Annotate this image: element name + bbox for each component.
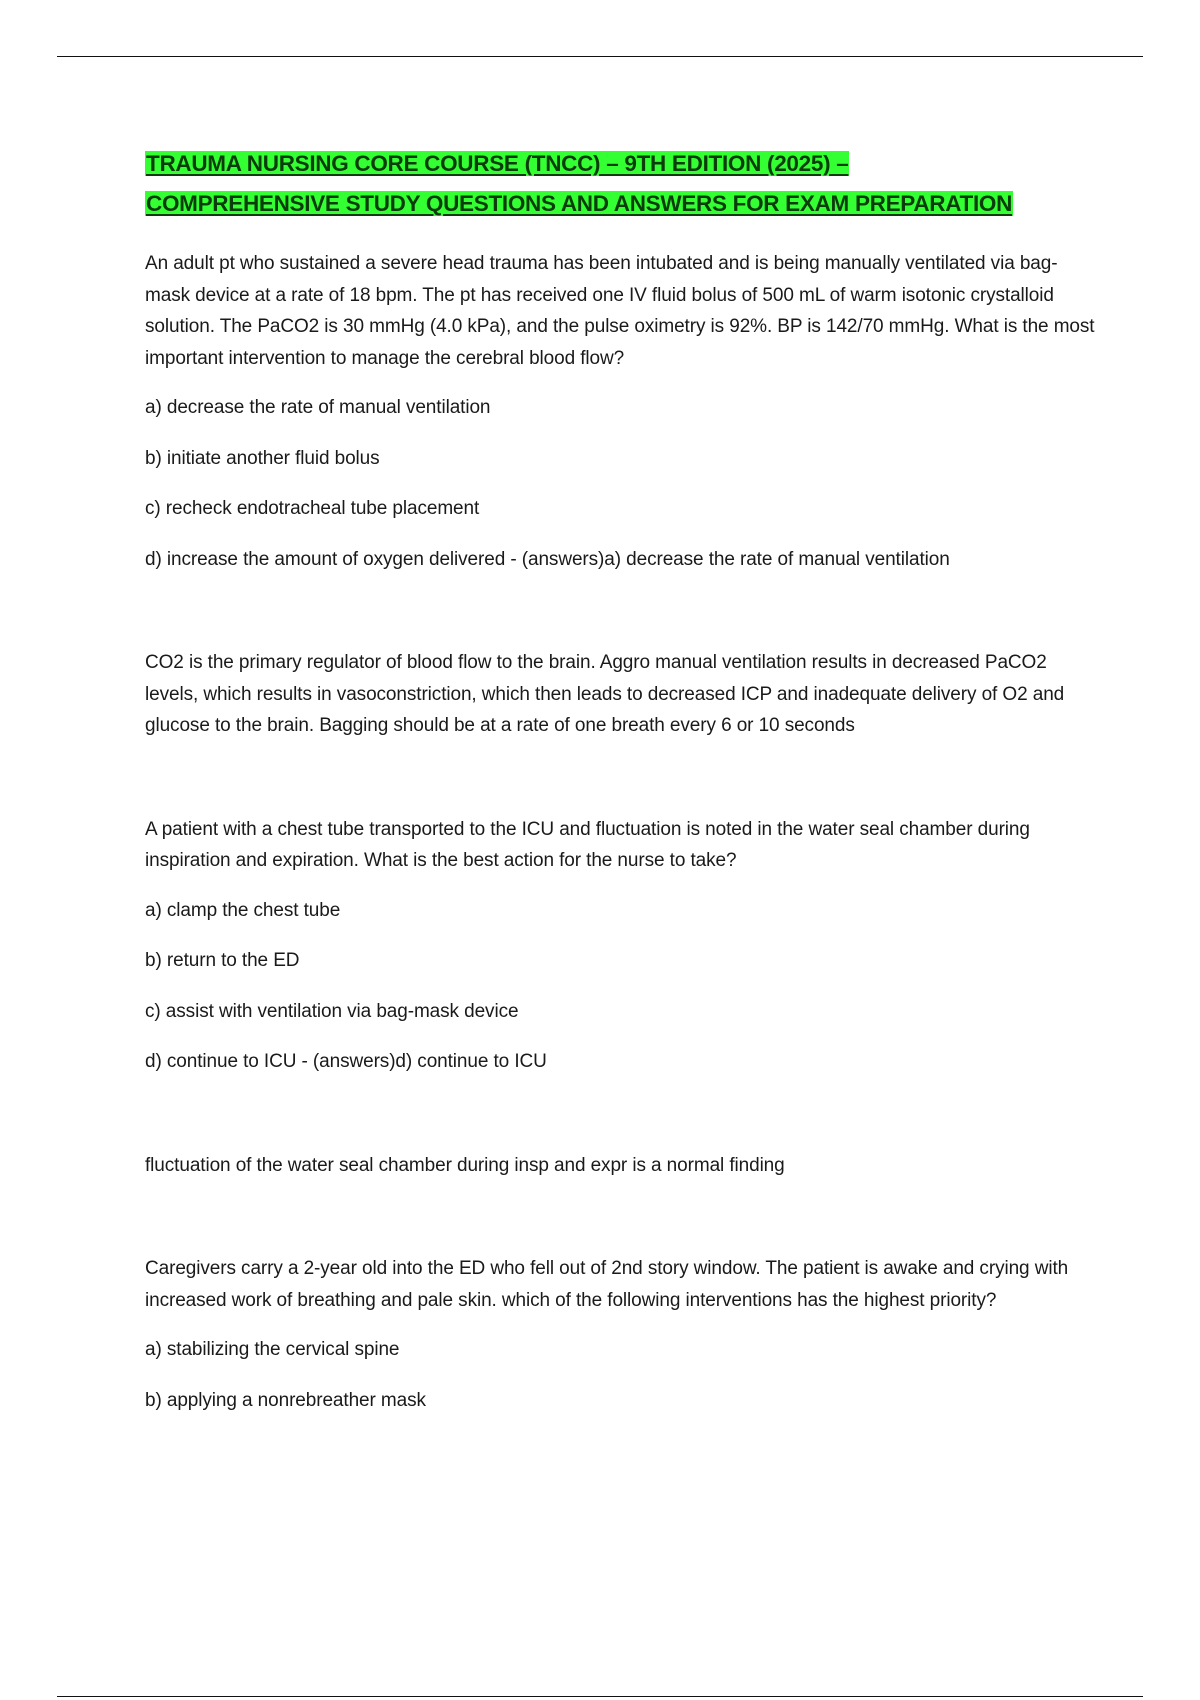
question-1-option-a: a) decrease the rate of manual ventilation <box>145 397 491 418</box>
document-body <box>145 144 1095 1435</box>
question-1-rationale: CO2 is the primary regulator of blood flow to the brain. Aggro manual ventilation results in decreased PaCO2 levels, which results in vasoconstriction, which then leads to decreased ICP and inadequate delivery of O2 and glucose to the brain. Bagging should be at a rate of one breath every 6 or 10 seconds <box>145 652 1065 736</box>
document-title <box>145 144 1095 224</box>
title-line-2: COMPREHENSIVE STUDY QUESTIONS AND ANSWERS FOR EXAM PREPARATION <box>146 191 1013 216</box>
question-3-stem: Caregivers carry a 2-year old into the ED who fell out of 2nd story window. The patient is awake and crying with increased work of breathing and pale skin. which of the following interventions has the highest priority? <box>145 1258 1069 1311</box>
question-1-stem: An adult pt who sustained a severe head trauma has been intubated and is being manually ventilated via bag-mask device at a rate of 18 bpm. The pt has received one IV fluid bolus of 500 mL of warm isotonic crystalloid solution. The PaCO2 is 30 mmHg (4.0 kPa), and the pulse oximetry is 92%. BP is 142/70 mmHg. What is the most important intervention to manage the cerebral blood flow? <box>145 253 1095 369</box>
question-2-option-a: a) clamp the chest tube <box>145 899 341 921</box>
question-2-rationale: fluctuation of the water seal chamber during insp and expr is a normal finding <box>145 1154 785 1176</box>
question-1-option-c: c) recheck endotracheal tube placement <box>145 498 480 519</box>
title-line-1: TRAUMA NURSING CORE COURSE (TNCC) – 9TH EDITION (2025) – <box>146 151 849 176</box>
question-2-option-b: b) return to the ED <box>145 950 300 971</box>
question-1-option-d-answer: d) increase the amount of oxygen delivered - (answers)a) decrease the rate of manual ventilation <box>145 548 950 570</box>
question-3-option-a: a) stabilizing the cervical spine <box>145 1339 400 1360</box>
top-rule <box>57 56 1143 57</box>
question-2-stem: A patient with a chest tube transported to the ICU and fluctuation is noted in the water seal chamber during inspiration and expiration. What is the best action for the nurse to take? <box>145 818 1030 871</box>
question-3-option-b: b) applying a nonrebreather mask <box>145 1389 426 1411</box>
question-2-option-c: c) assist with ventilation via bag-mask device <box>145 1000 519 1022</box>
bottom-rule <box>57 1696 1143 1697</box>
question-1-option-b: b) initiate another fluid bolus <box>145 447 380 469</box>
question-2-option-d-answer: d) continue to ICU - (answers)d) continue to ICU <box>145 1051 547 1072</box>
